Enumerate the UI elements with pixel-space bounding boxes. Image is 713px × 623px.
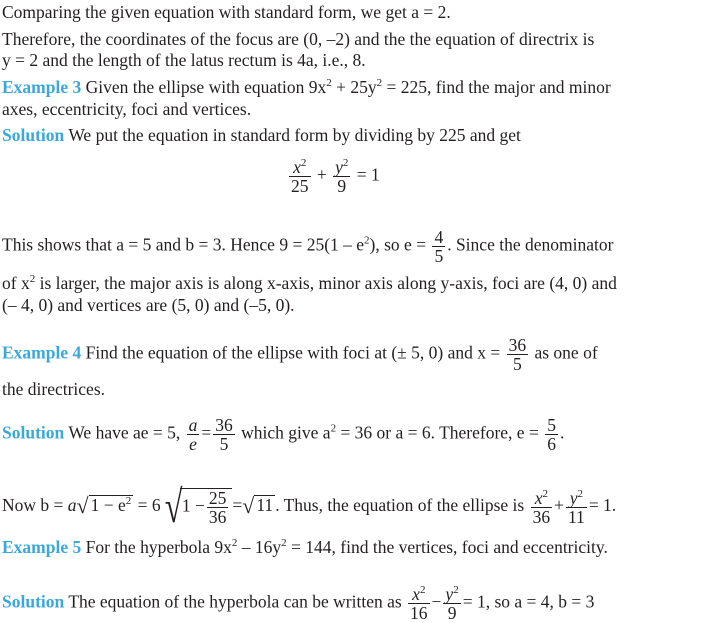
solution-4-label: Solution	[2, 422, 65, 443]
solution-3-text: We put the equation in standard form by dividing by 225 and get	[68, 125, 521, 145]
solution-4-text-a: We have ae = 5,	[68, 422, 181, 443]
solution-4	[2, 416, 564, 453]
numerator: x	[293, 157, 301, 177]
sup: 2	[281, 537, 287, 549]
denominator: 36	[208, 507, 227, 527]
example-5	[2, 537, 608, 557]
sqrt-text: 1 − e	[90, 495, 126, 516]
now-text-e: . Thus, the equation of the ellipse is	[275, 495, 525, 516]
of-line	[2, 273, 617, 293]
period: .	[559, 422, 565, 443]
solution-4-text-c: = 36 or a = 6. Therefore, e =	[336, 422, 539, 443]
denominator: 6	[547, 434, 556, 454]
example-4-text-b: as one of	[534, 342, 598, 363]
sup: 2	[577, 487, 584, 500]
numerator: x	[412, 584, 420, 604]
equation-rhs: = 1	[356, 164, 380, 185]
plus-sign: +	[554, 495, 564, 516]
denominator: 36	[532, 506, 551, 527]
denominator: 5	[213, 434, 235, 453]
big-sqrt-body	[180, 488, 233, 526]
sqrt-inner: 1 −	[181, 495, 205, 516]
ellipse-standard-equation	[287, 158, 380, 195]
example-4-line-2	[2, 379, 105, 399]
fraction	[545, 416, 558, 453]
example-4-line-2-text: the directrices.	[2, 379, 106, 399]
fraction	[289, 158, 311, 195]
shows-text-a: This shows that a = 5 and b = 3. Hence 9 = 25(1 – e	[2, 234, 365, 255]
radical-sign: √	[76, 493, 89, 519]
solution-3	[2, 125, 521, 145]
sup: 2	[231, 537, 238, 549]
denominator: 9	[443, 603, 460, 622]
sup: 2	[419, 584, 426, 596]
sup: 2	[542, 487, 548, 500]
sqrt-body	[89, 495, 134, 514]
solution-5	[2, 585, 594, 622]
sqrt-11: 11	[256, 495, 274, 516]
solution-4-text-b: which give a	[241, 422, 331, 443]
sup: 2	[125, 495, 132, 508]
example-5-label: Example 5	[2, 537, 82, 557]
line-2-text: Therefore, the coordinates of the focus are (0, –2) and the the equation of directrix is	[2, 29, 595, 49]
example-3-text-b: + 25y	[331, 77, 377, 97]
of-text-b: is larger, the major axis is along x-axis, minor axis along y-axis, foci are (4, 0) and	[35, 273, 617, 293]
fraction	[566, 489, 587, 526]
solution-3-label: Solution	[2, 125, 65, 145]
example-4-text: Find the equation of the ellipse with foci at (± 5, 0) and x =	[85, 342, 501, 363]
denominator: 25	[291, 176, 309, 196]
line-3-text: y = 2 and the length of the latus rectum is 4a, i.e., 8.	[2, 50, 366, 70]
example-5-text-c: = 144, find the vertices, foci and eccentricity.	[286, 537, 608, 557]
fraction	[531, 489, 553, 526]
example-5-text-a: For the hyperbola 9x	[85, 537, 232, 557]
fraction	[187, 416, 200, 453]
fraction	[443, 585, 460, 622]
solution-5-text: The equation of the hyperbola can be written as	[68, 591, 402, 612]
fraction	[432, 228, 445, 265]
fraction	[333, 158, 350, 195]
example-3-text-a: Given the ellipse with equation 9x	[85, 77, 327, 97]
of-text-a: of x	[2, 273, 30, 293]
shows-text-b: ), so e =	[369, 234, 427, 255]
sup: 2	[364, 234, 370, 247]
numerator: y	[335, 157, 343, 177]
numerator: 5	[547, 415, 556, 435]
text-line-1	[2, 2, 451, 22]
solution-5-tail: , so a = 4, b = 3	[485, 591, 595, 612]
numerator: y	[445, 584, 454, 604]
example-4-label: Example 4	[2, 342, 82, 363]
fraction	[207, 489, 229, 526]
numerator: 36	[508, 335, 527, 355]
text-line-2	[2, 29, 594, 49]
now-line	[2, 481, 617, 532]
denominator: 16	[410, 603, 428, 623]
equation-rhs: = 1	[462, 591, 486, 612]
sup: 2	[453, 584, 459, 596]
example-3-label: Example 3	[2, 77, 82, 97]
now-text-a: Now b =	[2, 495, 64, 516]
numerator: a	[188, 415, 198, 435]
equals-sign: =	[201, 422, 212, 443]
example-3-line-2-text: axes, eccentricity, foci and vertices.	[2, 99, 252, 119]
now-text-b: a	[67, 495, 77, 516]
equals-sign: =	[232, 495, 243, 516]
example-3-line-2	[2, 99, 251, 119]
numerator: y	[569, 487, 578, 508]
example-3	[2, 77, 611, 97]
radical-sign: √	[242, 493, 255, 519]
sup: 2	[29, 273, 36, 285]
sup: 2	[326, 77, 332, 89]
numerator: 25	[208, 488, 227, 508]
line-1-text: Comparing the given equation with standard form, we get a = 2.	[2, 2, 451, 22]
vertices-line	[2, 295, 295, 315]
sup: 2	[376, 77, 383, 89]
fraction	[408, 585, 430, 622]
equation-rhs: = 1.	[588, 495, 617, 516]
example-3-text-c: = 225, find the major and minor	[382, 77, 611, 97]
example-4	[2, 336, 598, 373]
radical-sign: √	[164, 481, 183, 532]
plus-sign: +	[316, 164, 327, 185]
sup: 2	[330, 422, 337, 435]
numerator: 4	[434, 227, 444, 247]
fraction	[213, 416, 235, 453]
solution-5-label: Solution	[2, 591, 65, 612]
now-text-c: = 6	[137, 495, 161, 516]
denominator: 9	[333, 176, 350, 195]
sup: 2	[300, 157, 307, 169]
example-5-text-b: – 16y	[237, 537, 282, 557]
vertices-text: (– 4, 0) and vertices are (5, 0) and (–5, 0).	[2, 295, 295, 315]
shows-line	[2, 228, 613, 265]
numerator: 36	[215, 415, 233, 435]
shows-text-c: . Since the denominator	[447, 234, 614, 255]
minus-sign: −	[431, 591, 442, 612]
denominator: 5	[434, 246, 444, 266]
denominator: e	[189, 434, 197, 454]
denominator: 5	[507, 354, 529, 373]
sup: 2	[342, 157, 349, 169]
numerator: x	[534, 487, 543, 508]
fraction	[507, 336, 529, 373]
denominator: 11	[567, 506, 585, 527]
text-line-3	[2, 50, 366, 70]
